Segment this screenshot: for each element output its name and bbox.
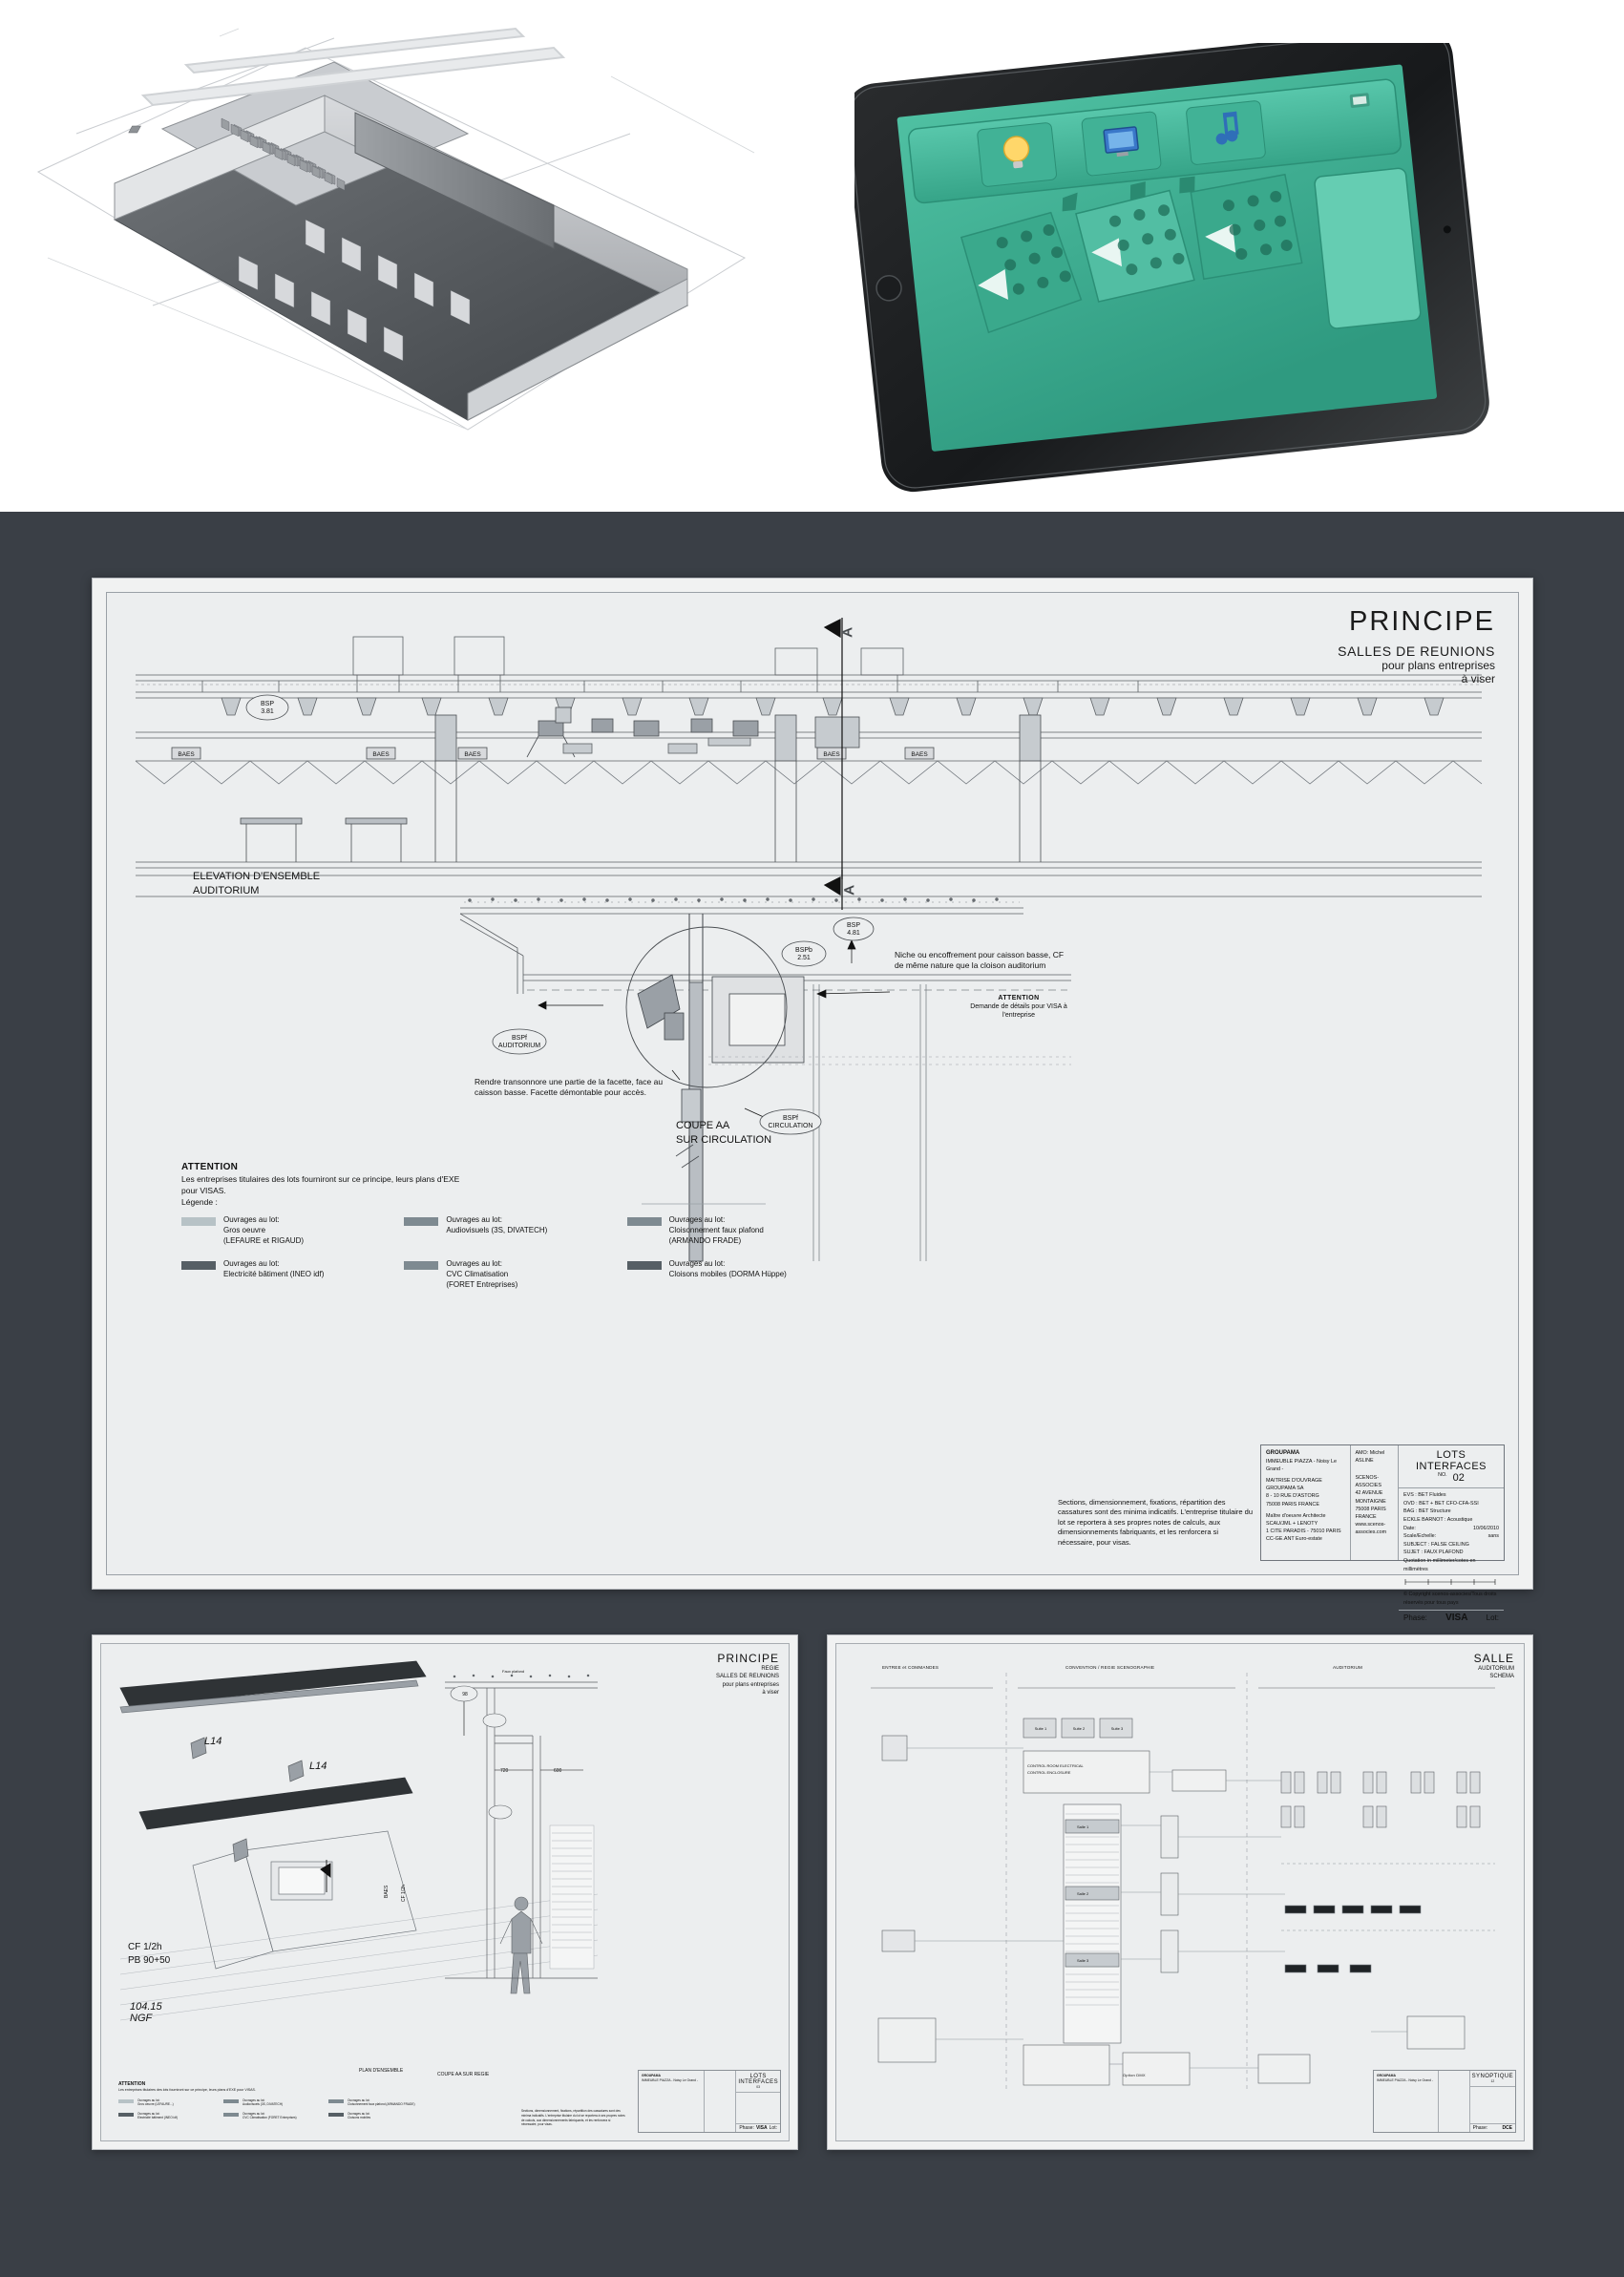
cartouche-bet-web: www.scenos-associes.com [1355, 1521, 1387, 1535]
legend-item [181, 1215, 404, 1246]
bl-label-ngf-line2: NGF [130, 2012, 153, 2024]
legend-item [181, 1259, 404, 1290]
cartouche-quotation: Quotation in millimeter/cotes en millimètres [1403, 1558, 1476, 1572]
br-zone-label-2: CONVENTION / REGIE SCENOGRAPHIE [1065, 1665, 1155, 1670]
legend-swatch [404, 1217, 438, 1226]
cartouche-scale-value: sans [1487, 1533, 1499, 1540]
attention-block [181, 1161, 468, 1209]
bl-legend-item [118, 2098, 223, 2106]
legend-row [181, 1259, 850, 1290]
cartouche-date-label: Date: [1403, 1525, 1416, 1531]
cartouche-client: GROUPAMA [1266, 1450, 1300, 1456]
bl-cartouche-lots: LOTS [749, 2074, 767, 2079]
cartouche [1260, 1444, 1505, 1624]
bl-cartouche-no: 03 [756, 2085, 761, 2089]
bottom-left-drawing-sheet [92, 1634, 798, 2150]
legend-line2: Cloisons mobiles (DORMA Hüppe) [668, 1270, 787, 1279]
br-sub1: AUDITORIUM [1478, 1666, 1514, 1672]
main-drawing-sheet [92, 578, 1533, 1624]
bl-cartouche-interfaces: INTERFACES [738, 2079, 778, 2085]
svg-text:3.81: 3.81 [261, 708, 274, 715]
br-sub2: SCHEMA [1489, 1674, 1514, 1680]
bl-sub2: SALLES DE REUNIONS [715, 1674, 779, 1680]
legend-line2: Electricité bâtiment (INEO idf) [223, 1270, 325, 1279]
bl-cartouche-project: IMMEUBLE PIAZZA - Noisy Le Grand - [642, 2078, 698, 2083]
svg-text:4.81: 4.81 [847, 930, 860, 937]
br-cartouche-phase-value: DCE [1502, 2125, 1512, 2131]
legend-line1: Ouvrages au lot: [223, 1215, 280, 1224]
svg-text:Suite 3: Suite 3 [1110, 1726, 1124, 1731]
note-niche: Niche ou encoffrement pour caisson basse, CF de même nature que la cloison auditorium [895, 950, 1065, 971]
svg-text:BAES: BAES [911, 751, 928, 758]
cartouche-bet-line-2: OVD : BET + BET CFO-CFA-SSI [1403, 1500, 1479, 1507]
cartouche-no-label: NO. [1438, 1472, 1447, 1478]
svg-text:2.51: 2.51 [797, 955, 811, 961]
br-cartouche-project: IMMEUBLE PIAZZA - Noisy Le Grand - [1377, 2078, 1433, 2083]
legend-item [627, 1259, 850, 1290]
bl-cartouche-header [736, 2071, 780, 2093]
bl-legend-item [328, 2098, 433, 2106]
bl-sub4: à viser [762, 1690, 779, 1697]
legend-line1: Ouvrages au lot: [446, 1259, 503, 1269]
cartouche-bet-addr1: 42 AVENUE MONTAIGNE [1355, 1490, 1386, 1505]
br-cartouche-mid [1439, 2071, 1469, 2132]
legend-line3: (FORET Entreprises) [446, 1279, 518, 1289]
br-schematic-canvas [836, 1644, 1525, 2141]
bl-legend-swatch [118, 2099, 134, 2103]
bl-legend-l1: Ouvrages au lot: [348, 2112, 370, 2116]
bl-legend-l2: Electricité bâtiment (INEO idf) [137, 2116, 178, 2119]
note-attention-detail-title: ATTENTION [998, 995, 1040, 1001]
bl-cartouche-phase-value: VISA [755, 2125, 768, 2131]
technical-drawing-canvas [107, 593, 1520, 1576]
br-zone-label-1: ENTREE et COMMANDES [882, 1665, 939, 1670]
bl-legend-l2: Cloisons mobiles [348, 2116, 371, 2119]
bl-legend-swatch [328, 2099, 344, 2103]
note-facette: Rendre transonnore une partie de la facette, face au caisson basse. Facette démontable pour accès. [475, 1077, 664, 1098]
svg-text:BSP: BSP [846, 922, 861, 929]
legend-line2: CVC Climatisation [446, 1270, 509, 1279]
bl-cartouche-mid [705, 2071, 736, 2132]
bl-legend-item [223, 2112, 328, 2119]
cartouche-bet-name: SCENOS-ASSOCIES [1355, 1475, 1381, 1489]
bl-legend-l1: Ouvrages au lot: [137, 2098, 160, 2102]
sheet-subtitle-2: pour plans entreprises [1381, 659, 1495, 672]
cartouche-left [1261, 1445, 1351, 1560]
legend-line3: (LEFAURE et RIGAUD) [223, 1235, 305, 1245]
bl-sub3: pour plans entreprises [722, 1681, 779, 1688]
bl-legend [118, 2098, 433, 2125]
bl-notes: Sections, dimensionnement, fixations, répartition des cassatures sont des minima indicatifs. L'entreprise titulaire du lot se reportera à ses propres notes de calculs, aux dimensionnements fabriquants, et les renforcera si nécessaire, pour visas. [521, 2109, 625, 2127]
br-cartouche [1373, 2070, 1516, 2133]
cartouche-lot-label: Lot: [1486, 1613, 1499, 1623]
br-zone-label-3: AUDITORIUM [1333, 1665, 1363, 1670]
svg-text:AUDITORIUM: AUDITORIUM [497, 1043, 541, 1049]
bl-attention [118, 2081, 262, 2093]
top-image-band [0, 0, 1624, 512]
bl-coupe-text: COUPE AA SUR REGIE [437, 2072, 490, 2077]
bl-label-ngf [130, 2001, 162, 2024]
bl-legend-l2: Gros oeuvre (LEFAURE...) [137, 2102, 174, 2106]
bl-legend-l1: Ouvrages au lot: [137, 2112, 160, 2116]
sheet-title-block [1338, 606, 1495, 685]
elevation-label-line1: ELEVATION D'ENSEMBLE [193, 871, 321, 882]
br-cartouche-no: 12 [1490, 2079, 1495, 2083]
bl-legend-row [118, 2112, 433, 2119]
bl-cartouche-phase-label: Phase: [739, 2125, 754, 2131]
bl-legend-item [223, 2098, 328, 2106]
legend [181, 1215, 850, 1304]
bl-legend-l2: Cloisonnement faux plafond (ARMANDO FRADE) [348, 2102, 415, 2106]
bl-legend-row [118, 2098, 433, 2106]
legend-swatch [627, 1261, 662, 1270]
bl-attention-title: ATTENTION [118, 2080, 146, 2087]
cartouche-lots-header [1399, 1445, 1504, 1488]
bl-label-cf-line1: CF 1/2h [128, 1942, 162, 1952]
legend-swatch [181, 1217, 216, 1226]
cartouche-moa-name: GROUPAMA SA [1266, 1486, 1304, 1492]
bl-legend-swatch [328, 2113, 344, 2117]
svg-text:BSPb: BSPb [795, 947, 812, 954]
bl-legend-swatch [118, 2113, 134, 2117]
svg-text:BAES: BAES [384, 1885, 390, 1898]
note-attention-detail-body: Demande de détails pour VISA à l'entreprise [970, 1003, 1067, 1020]
svg-text:BAES: BAES [823, 751, 840, 758]
br-cartouche-header [1470, 2071, 1515, 2087]
cartouche-middle [1351, 1445, 1399, 1560]
svg-text:CF 1/2h: CF 1/2h [401, 1885, 407, 1902]
svg-text:BAES: BAES [464, 751, 481, 758]
section-label-line1: COUPE AA [676, 1120, 730, 1131]
svg-text:98: 98 [462, 1692, 468, 1697]
svg-text:CIRCULATION: CIRCULATION [768, 1123, 813, 1129]
bl-cartouche-lot-label: Lot: [769, 2125, 777, 2131]
br-cartouche-phase-label: Phase: [1472, 2125, 1488, 2131]
br-cartouche-left [1374, 2071, 1439, 2132]
bl-cartouche-phase [736, 2123, 780, 2132]
cartouche-phase-value: VISA [1445, 1613, 1468, 1624]
bl-sub1: REGIE [761, 1666, 779, 1672]
bl-legend-item [118, 2112, 223, 2119]
cartouche-bet-line-4: ECKLE BARNOT : Acoustique [1403, 1516, 1473, 1523]
cartouche-moe-name: SCAU/JML + LENOTY [1266, 1520, 1318, 1527]
bl-drawing-canvas [101, 1644, 790, 2141]
bl-attention-body: Les entreprises titulaires des lots fourniront sur ce principe, leurs plans d'EXE pour VISAS. [118, 2087, 256, 2092]
svg-text:BAES: BAES [178, 751, 195, 758]
cartouche-moe-addr1: 1 CITE PARADIS - 75010 PARIS [1266, 1528, 1341, 1534]
svg-text:CONTROL ENCLOSURE: CONTROL ENCLOSURE [1027, 1770, 1071, 1775]
section-label [676, 1119, 771, 1148]
sheet-subtitle-3: à viser [1461, 672, 1495, 685]
cartouche-sujet: SUJET : FAUX PLAFOND [1403, 1550, 1464, 1556]
bl-label-faux-plafond: Faux plafond [502, 1669, 525, 1674]
elevation-label [193, 870, 320, 898]
cartouche-bet-addr2: 75008 PARIS FRANCE [1355, 1506, 1386, 1520]
svg-text:A: A [841, 885, 856, 895]
svg-text:Suite 2: Suite 2 [1072, 1726, 1086, 1731]
svg-text:Salle 1: Salle 1 [1077, 1824, 1089, 1829]
bl-legend-l1: Ouvrages au lot: [348, 2098, 370, 2102]
br-cartouche-ref: SYNOPTIQUE [1471, 2074, 1513, 2079]
scale-bar [1403, 1577, 1499, 1591]
cartouche-project: IMMEUBLE PIAZZA - Noisy Le Grand - [1266, 1459, 1337, 1473]
svg-text:A: A [839, 627, 854, 637]
notes-sections: Sections, dimensionnement, fixations, répartition des cassatures sont des minima indicatifs. L'entreprise titulaire du lot se reportera à ses propres notes de calculs, aux dimensionnements fabriquants, et les renforcera si nécessaire, pour visas. [1058, 1497, 1254, 1547]
note-attention-detail [961, 994, 1076, 1020]
bl-label-coupe [437, 2072, 489, 2077]
svg-text:Salle 2: Salle 2 [1077, 1891, 1089, 1896]
svg-text:BAES: BAES [372, 751, 390, 758]
bl-legend-l2: Audiovisuels (3S, DIVATECH) [243, 2102, 284, 2106]
sheet-subtitle-1: SALLES DE REUNIONS [1338, 643, 1495, 659]
sheet-title: PRINCIPE [1349, 606, 1495, 637]
bl-label-ngf-line1: 104.15 [130, 2000, 162, 2013]
bl-label-cf-line2: PB 90+50 [128, 1954, 171, 1966]
attention-title: ATTENTION [181, 1162, 239, 1172]
legend-swatch [181, 1261, 216, 1270]
cartouche-no-value: 02 [1452, 1472, 1465, 1484]
bl-label-plan-ensemble [359, 2068, 403, 2074]
bl-cartouche-left [639, 2071, 705, 2132]
br-frame [835, 1643, 1525, 2141]
auditorium-3d-model [19, 19, 783, 496]
legend-line1: Ouvrages au lot: [668, 1215, 726, 1224]
svg-text:600: 600 [554, 1768, 562, 1774]
bl-label-l14-a: L14 [204, 1736, 222, 1747]
legend-line2: Audiovisuels (3S, DIVATECH) [446, 1225, 548, 1234]
cartouche-moe-label: Maître d'oeuvre Architecte [1266, 1512, 1326, 1519]
legend-item [627, 1215, 850, 1246]
cartouche-lots-label: LOTS [1436, 1449, 1466, 1461]
legend-swatch [627, 1217, 662, 1226]
cartouche-bet-line-3: BAG : BET Structure [1403, 1508, 1451, 1515]
svg-text:Salle 3: Salle 3 [1077, 1958, 1089, 1963]
cartouche-phase-row [1399, 1610, 1504, 1625]
attention-body: Les entreprises titulaires des lots fourniront sur ce principe, leurs plans d'EXE pour VISAS. [181, 1174, 460, 1195]
cartouche-moe-code: CC-GE.ANT Euro-estate [1266, 1535, 1322, 1542]
cartouche-right [1399, 1445, 1504, 1624]
bl-legend-swatch [223, 2099, 239, 2103]
bl-cartouche-rows [736, 2093, 780, 2123]
bl-cartouche-client: GROUPAMA [642, 2074, 661, 2077]
section-label-line2: SUR CIRCULATION [676, 1133, 772, 1146]
cartouche-moa-addr1: 8 - 10 RUE D'ASTORG [1266, 1493, 1319, 1500]
cartouche-date-value: 10/06/2010 [1473, 1525, 1499, 1531]
svg-text:BSP: BSP [260, 701, 275, 707]
cartouche-scale-label: Scale/Echelle: [1403, 1533, 1437, 1540]
ipad-control-interface [854, 43, 1504, 578]
bl-legend-swatch [223, 2113, 239, 2117]
cartouche-amo: AMO: Michel ASLINE [1355, 1450, 1385, 1465]
bl-legend-l1: Ouvrages au lot: [243, 2112, 265, 2116]
cartouche-interfaces-label: INTERFACES [1415, 1461, 1487, 1472]
legend-row [181, 1215, 850, 1246]
bl-label-l14-b: L14 [309, 1760, 327, 1772]
cartouche-copyright: © Copyright scenos-associes/Tous droits réservés pour tous pays [1403, 1592, 1497, 1606]
br-bottom-block-label: Option DMX [1123, 2073, 1146, 2077]
br-cartouche-phase [1470, 2123, 1515, 2132]
svg-text:CONTROL ROOM ELECTRICAL: CONTROL ROOM ELECTRICAL [1027, 1763, 1084, 1768]
legend-line2: Gros oeuvre [223, 1225, 266, 1234]
cartouche-moa-label: MAITRISE D'OUVRAGE [1266, 1478, 1322, 1485]
br-cartouche-right [1470, 2071, 1515, 2132]
bl-title-block [716, 1652, 779, 1697]
br-cartouche-client: GROUPAMA [1377, 2074, 1396, 2077]
bl-label-cf [128, 1941, 170, 1967]
svg-text:720: 720 [500, 1768, 509, 1774]
legend-item [404, 1215, 626, 1246]
drawing-frame [106, 592, 1519, 1624]
cartouche-bet-line-1: EVS : BET Fluides [1403, 1492, 1446, 1498]
legend-label: Légende : [181, 1196, 218, 1207]
bl-title: PRINCIPE [717, 1652, 779, 1665]
bl-frame [100, 1643, 790, 2141]
legend-line2: Cloisonnement faux plafond [668, 1225, 764, 1234]
svg-text:BSPf: BSPf [512, 1035, 527, 1042]
legend-line1: Ouvrages au lot: [223, 1259, 280, 1269]
br-cartouche-rows [1470, 2087, 1515, 2123]
br-title-block [1474, 1652, 1514, 1681]
bl-plan-text: PLAN D'ENSEMBLE [359, 2068, 404, 2074]
cartouche-details [1399, 1488, 1504, 1610]
legend-line3: (ARMANDO FRADE) [668, 1235, 742, 1245]
legend-line1: Ouvrages au lot: [668, 1259, 726, 1269]
cartouche-moa-addr2: 75008 PARIS FRANCE [1266, 1501, 1319, 1507]
legend-item [404, 1259, 626, 1290]
svg-text:BSPf: BSPf [783, 1115, 798, 1122]
bl-cartouche-right [736, 2071, 780, 2132]
bl-cartouche [638, 2070, 781, 2133]
legend-swatch [404, 1261, 438, 1270]
cartouche-subject: SUBJECT : FALSE CEILING [1403, 1541, 1469, 1548]
svg-text:Suite 1: Suite 1 [1034, 1726, 1047, 1731]
cartouche-phase-label: Phase: [1403, 1613, 1427, 1623]
br-title: SALLE [1473, 1652, 1514, 1665]
elevation-label-line2: AUDITORIUM [193, 884, 260, 896]
bottom-right-drawing-sheet [827, 1634, 1533, 2150]
legend-line1: Ouvrages au lot: [446, 1215, 503, 1224]
bl-legend-l1: Ouvrages au lot: [243, 2098, 265, 2102]
bl-legend-item [328, 2112, 433, 2119]
bl-legend-l2: CVC Climatisation (FORET Entreprises) [243, 2116, 297, 2119]
